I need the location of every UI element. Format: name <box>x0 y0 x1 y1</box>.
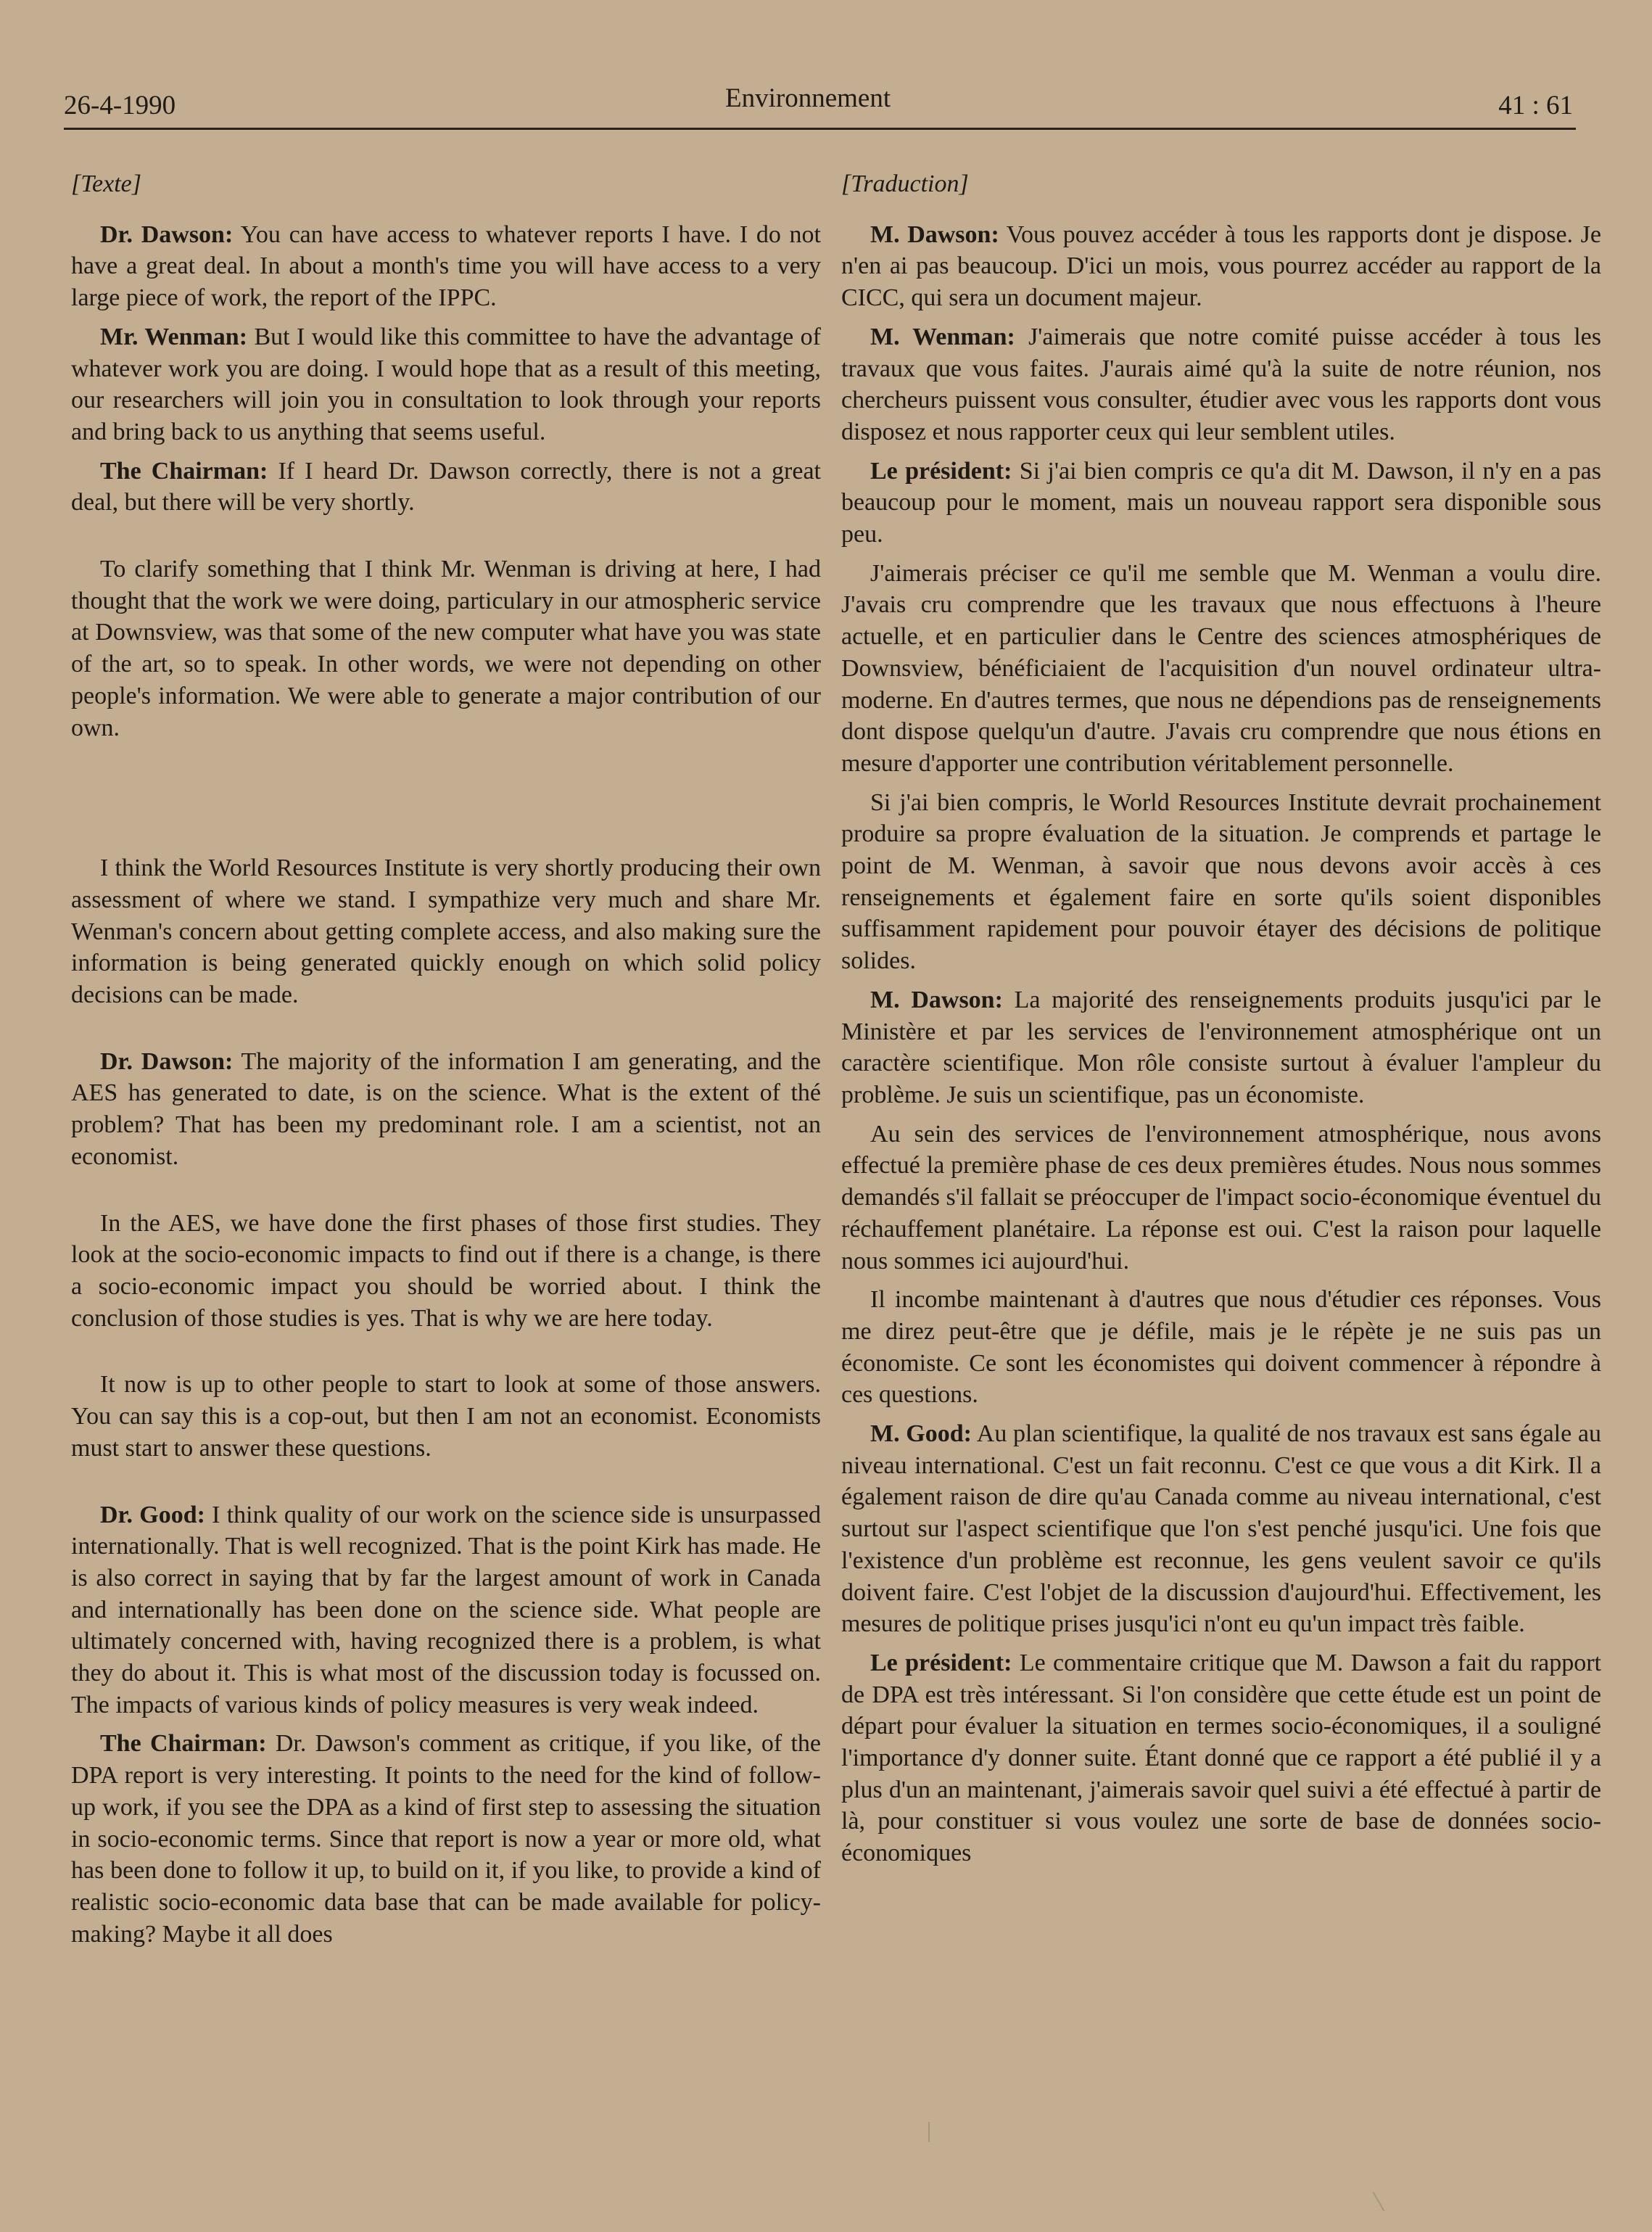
scan-mark <box>928 2122 930 2142</box>
header-title: Environnement <box>725 83 891 113</box>
french-column <box>841 168 1601 1869</box>
speaker-name: M. Good: <box>870 1420 972 1448</box>
speaker-name: Dr. Dawson: <box>100 221 234 248</box>
paragraph <box>841 787 1601 977</box>
paragraph <box>71 321 821 448</box>
paragraph-text: In the AES, we have done the first phases of those first studies. They look at the socio-economic impacts to find out if there is a change, is there a socio-economic impact you should be worried about. I think the conclusion of those studies is yes. That is why we are here today. <box>71 1209 821 1332</box>
paragraph <box>841 1418 1601 1640</box>
speaker-name: The Chairman: <box>100 1730 267 1758</box>
paragraph-text: I think the World Resources Institute is very shortly producing their own assessment of where we stand. I sympathize very much and share Mr. Wenman's concern about getting complete access, and also making sure the information is being generated quickly enough on which solid policy decisions can be made. <box>71 854 821 1009</box>
paragraph <box>71 553 821 744</box>
speaker-name: Le président: <box>870 1649 1012 1676</box>
paragraph <box>71 852 821 1011</box>
paragraph <box>841 219 1601 314</box>
paragraph <box>841 984 1601 1111</box>
header-page-number: 41 : 61 <box>1498 91 1573 120</box>
speaker-name: The Chairman: <box>100 457 268 485</box>
paragraph-text: Le commentaire critique que M. Dawson a fait du rapport de DPA est très intéressant. Si l'on considère que cette étude est un point de départ pour évaluer la situation en termes socio-économiques, il a souligné l'importance d'y donner suite. Étant donné que ce rapport a été publié il y a plus d'un an maintenant, j'aimerais savoir quel suivi a été effectué à partir de là, pour constituer si vous voulez une sorte de base de données socio-économiques <box>841 1649 1601 1867</box>
paragraph <box>71 1208 821 1335</box>
paragraph <box>71 1728 821 1950</box>
speaker-name: M. Dawson: <box>870 986 1003 1013</box>
paragraph-text: The majority of the information I am generating, and the AES has generated to date, is on the science. What is the extent of thé problem? That has been my predominant role. I am a scientist, not an economist. <box>71 1047 822 1170</box>
paragraph-text: Si j'ai bien compris ce qu'a dit M. Dawson, il n'y en a pas beaucoup pour le moment, mais un nouveau rapport sera disponible sous peu. <box>841 457 1602 548</box>
paragraph-text: Il incombe maintenant à d'autres que nous d'étudier ces réponses. Vous me direz peut-être que je défile, mais je le répète je ne suis pas un économiste. Ce sont les économistes qui doivent commencer à répondre à ces questions. <box>841 1286 1601 1409</box>
paragraph-text: J'aimerais préciser ce qu'il me semble que M. Wenman a voulu dire. J'avais cru comprendre que les travaux que nous effectuons à l'heure actuelle, et en particulier dans le Centre des sciences atmosphériques de Downsview, bénéficiaient de l'acquisition d'un nouvel ordinateur ultra-moderne. En d'autres termes, que nous ne dépendions pas de renseignements dont dispose quelqu'un d'autre. J'avais cru comprendre que nous étions en mesure d'apporter une contribution véritablement personnelle. <box>841 559 1601 777</box>
paragraph-text: La majorité des renseignements produits jusqu'ici par le Ministère et par les services de l'environnement atmosphérique ont un caractère scientifique. Mon rôle consiste surtout à évaluer l'ampleur du problème. Je suis un scientifique, pas un économiste. <box>841 986 1601 1108</box>
paragraph <box>71 456 821 519</box>
paragraph-text: Au plan scientifique, la qualité de nos travaux est sans égale au niveau international. C'est un fait reconnu. C'est ce que vous a dit Kirk. Il a également raison de dire qu'au Canada comme au niveau international, c'est surtout sur l'aspect scientifique que l'on s'est penché jusqu'ici. Une fois que l'existence d'un problème est reconnue, les gens veulent savoir ce qu'ils doivent faire. C'est l'objet de la discussion d'aujourd'hui. Effectivement, les mesures de politique prises jusqu'ici n'ont eu qu'un impact très faible. <box>841 1420 1601 1638</box>
speaker-name: Le président: <box>870 457 1012 485</box>
paragraph <box>841 1284 1601 1411</box>
speaker-name: Dr. Dawson: <box>100 1047 234 1075</box>
paragraph <box>841 456 1601 551</box>
paragraph-text: Au sein des services de l'environnement atmosphérique, nous avons effectué la première phase de ces deux premières études. Nous nous sommes demandés s'il fallait se préoccuper de l'impact socio-économique éventuel du réchauffement planétaire. La réponse est oui. C'est la raison pour laquelle nous sommes ici aujourd'hui. <box>841 1120 1601 1274</box>
paragraph <box>71 1369 821 1464</box>
paragraph <box>841 1647 1601 1869</box>
speaker-name: M. Dawson: <box>870 221 999 248</box>
paragraph-text: To clarify something that I think Mr. Wenman is driving at here, I had thought that the work we were doing, particulary in our atmospheric service at Downsview, was that some of the new computer what have you was state of the art, so to speak. In other words, we were not depending on other people's information. We were able to generate a major contribution of our own. <box>71 556 821 741</box>
paragraph-text: You can have access to whatever reports I have. I do not have a great deal. In about a month's time you will have access to a very large piece of work, the report of the IPPC. <box>71 221 821 312</box>
scan-mark <box>1373 2192 1385 2212</box>
paragraph-text: J'aimerais que notre comité puisse accéder à tous les travaux que vous faites. J'aurais aimé qu'à la suite de notre réunion, nos chercheurs puissent vous consulter, étudier avec vous les rapports dont vous disposez et nous rapporter ceux qui leur semblent utiles. <box>841 323 1601 445</box>
section-label-traduction: [Traduction] <box>841 170 969 197</box>
speaker-name: M. Wenman: <box>870 323 1015 350</box>
header-date: 26-4-1990 <box>64 91 176 120</box>
paragraph-text: Dr. Dawson's comment as critique, if you like, of the DPA report is very interesting. It points to the need for the kind of follow-up work, if you see the DPA as a kind of first step to assessing the situation in socio-economic terms. Since that report is now a year or more old, what has been done to follow it up, to build on it, if you like, to provide a kind of realistic socio-economic data base that can be made available for policy-making? Maybe it all does <box>71 1730 822 1948</box>
speaker-name: Mr. Wenman: <box>100 323 248 350</box>
paragraph <box>841 1119 1601 1277</box>
section-label-texte: [Texte] <box>71 170 141 197</box>
paragraph-text: It now is up to other people to start to look at some of those answers. You can say this is a cop-out, but then I am not an economist. Economists must start to answer these questions. <box>71 1371 821 1462</box>
paragraph-text: Si j'ai bien compris, le World Resources Institute devrait prochainement produire sa propre évaluation de la situation. Je comprends et partage le point de M. Wenman, à savoir que nous devons avoir accès à ces renseignements et également faire en sorte qu'ils soient disponibles suffisamment rapidement pour pouvoir étayer des décisions de politique solides. <box>841 788 1601 975</box>
paragraph <box>71 1499 821 1721</box>
paragraph <box>71 219 821 314</box>
english-column <box>71 168 821 1950</box>
paragraph-text: If I heard Dr. Dawson correctly, there is not a great deal, but there will be very shortly. <box>71 457 822 516</box>
running-head <box>64 80 1576 130</box>
paragraph-text: But I would like this committee to have the advantage of whatever work you are doing. I would hope that as a result of this meeting, our researchers will join you in consultation to look through your reports and bring back to us anything that seems useful. <box>71 323 822 445</box>
speaker-name: Dr. Good: <box>100 1501 205 1528</box>
paragraph <box>841 558 1601 780</box>
paragraph <box>841 321 1601 448</box>
paragraph-text: I think quality of our work on the science side is unsurpassed internationally. That is well recognized. That is the point Kirk has made. He is also correct in saying that by far the largest amount of work in Canada and internationally has been done on the science side. What people are ultimately concerned with, having recognized there is a problem, is what they do about it. This is what most of the discussion today is focussed on. The impacts of various kinds of policy measures is very weak indeed. <box>71 1501 822 1718</box>
paragraph <box>71 1046 821 1173</box>
paragraph-text: Vous pouvez accéder à tous les rapports dont je dispose. Je n'en ai pas beaucoup. D'ici un mois, vous pourrez accéder au rapport de la CICC, qui sera un document majeur. <box>841 221 1601 312</box>
